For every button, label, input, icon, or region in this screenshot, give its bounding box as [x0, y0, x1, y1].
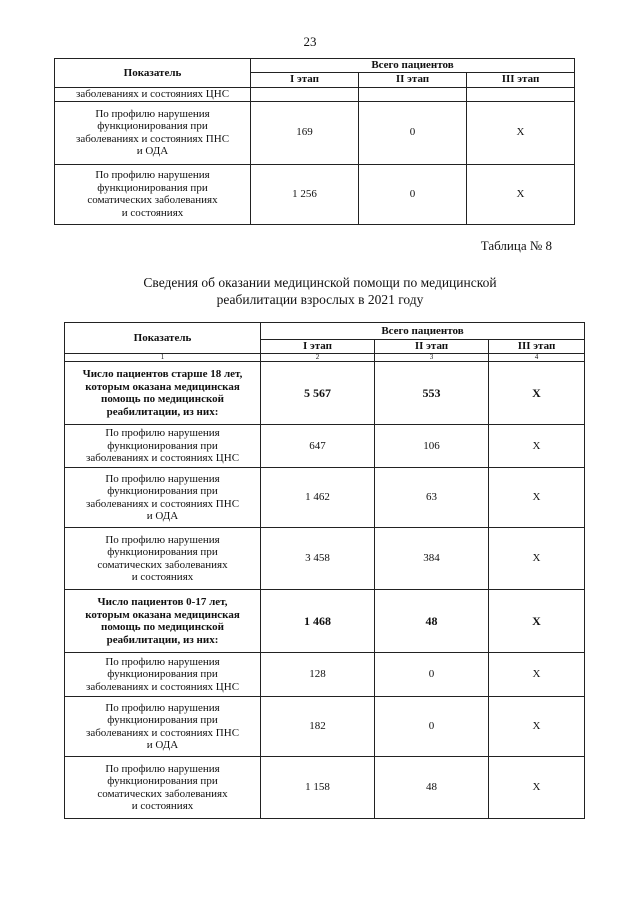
row-label: По профилю нарушения функционирования при соматических заболеваниях и состояниях: [65, 528, 261, 590]
table-caption: Сведения об оказании медицинской помощи по медицинской реабилитации взрослых в 2021 году: [143, 275, 497, 307]
header-stage-2: II этап: [359, 72, 467, 87]
row-value-stage-2: 0: [359, 101, 467, 164]
row-label: заболеваниях и состояниях ЦНС: [55, 87, 251, 101]
header-indicator: Показатель: [65, 323, 261, 354]
table-row: [65, 362, 585, 425]
column-number: 3: [375, 354, 489, 362]
row-value-stage-3: [467, 87, 575, 101]
column-numbers-row: [65, 354, 585, 362]
row-value-stage-3: Х: [467, 164, 575, 224]
row-value-stage-1: 1 256: [251, 164, 359, 224]
row-value-stage-2: 0: [359, 164, 467, 224]
header-stage-3: III этап: [467, 72, 575, 87]
row-value-stage-1: 647: [261, 425, 375, 468]
row-label: По профилю нарушения функционирования при заболеваниях и состояниях ПНС и ОДА: [55, 101, 251, 164]
row-value-stage-2: 48: [375, 590, 489, 653]
row-value-stage-1: 3 458: [261, 528, 375, 590]
row-value-stage-3: Х: [489, 590, 585, 653]
row-label: По профилю нарушения функционирования при заболеваниях и состояниях ЦНС: [65, 653, 261, 697]
table-main: [64, 322, 585, 819]
header-stage-1: I этап: [261, 340, 375, 354]
table-row: [65, 528, 585, 590]
row-value-stage-2: 0: [375, 653, 489, 697]
column-number: 1: [65, 354, 261, 362]
row-label: По профилю нарушения функционирования при заболеваниях и состояниях ПНС и ОДА: [65, 697, 261, 757]
table-row: [65, 468, 585, 528]
row-value-stage-2: 553: [375, 362, 489, 425]
table-row: [65, 653, 585, 697]
table-row: [65, 757, 585, 819]
page-number: 23: [303, 34, 317, 49]
row-value-stage-2: 106: [375, 425, 489, 468]
table-row: [65, 590, 585, 653]
row-label: По профилю нарушения функционирования при соматических заболеваниях и состояниях: [55, 164, 251, 224]
row-value-stage-1: 128: [261, 653, 375, 697]
row-value-stage-1: 1 158: [261, 757, 375, 819]
row-value-stage-3: Х: [489, 425, 585, 468]
header-indicator: Показатель: [55, 59, 251, 88]
row-value-stage-1: [251, 87, 359, 101]
row-label: По профилю нарушения функционирования при заболеваниях и состояниях ЦНС: [65, 425, 261, 468]
column-number: 2: [261, 354, 375, 362]
row-value-stage-1: 1 462: [261, 468, 375, 528]
row-value-stage-3: Х: [489, 362, 585, 425]
row-value-stage-1: 182: [261, 697, 375, 757]
row-value-stage-1: 169: [251, 101, 359, 164]
row-label: Число пациентов старше 18 лет, которым оказана медицинская помощь по медицинской реабилитации, из них:: [65, 362, 261, 425]
row-value-stage-2: 0: [375, 697, 489, 757]
table-number-label: Таблица № 8: [480, 238, 552, 253]
table-row: [55, 87, 575, 101]
row-label: По профилю нарушения функционирования при заболеваниях и состояниях ПНС и ОДА: [65, 468, 261, 528]
header-stage-2: II этап: [375, 340, 489, 354]
row-value-stage-3: Х: [489, 468, 585, 528]
table-row: [55, 164, 575, 224]
row-value-stage-3: Х: [489, 653, 585, 697]
row-label: По профилю нарушения функционирования при соматических заболеваниях и состояниях: [65, 757, 261, 819]
table-row: [65, 697, 585, 757]
header-stage-3: III этап: [489, 340, 585, 354]
row-value-stage-3: Х: [489, 528, 585, 590]
row-value-stage-2: 48: [375, 757, 489, 819]
row-value-stage-3: Х: [489, 697, 585, 757]
row-label: Число пациентов 0-17 лет, которым оказана медицинская помощь по медицинской реабилитации, из них:: [65, 590, 261, 653]
header-stage-1: I этап: [251, 72, 359, 87]
table-row: [65, 425, 585, 468]
row-value-stage-1: 1 468: [261, 590, 375, 653]
header-total-patients: Всего пациентов: [261, 323, 585, 340]
column-number: 4: [489, 354, 585, 362]
table-row: [55, 101, 575, 164]
row-value-stage-2: 384: [375, 528, 489, 590]
row-value-stage-3: Х: [489, 757, 585, 819]
header-total-patients: Всего пациентов: [251, 59, 575, 73]
table-continued: [54, 58, 575, 225]
row-value-stage-1: 5 567: [261, 362, 375, 425]
row-value-stage-2: [359, 87, 467, 101]
row-value-stage-3: Х: [467, 101, 575, 164]
row-value-stage-2: 63: [375, 468, 489, 528]
